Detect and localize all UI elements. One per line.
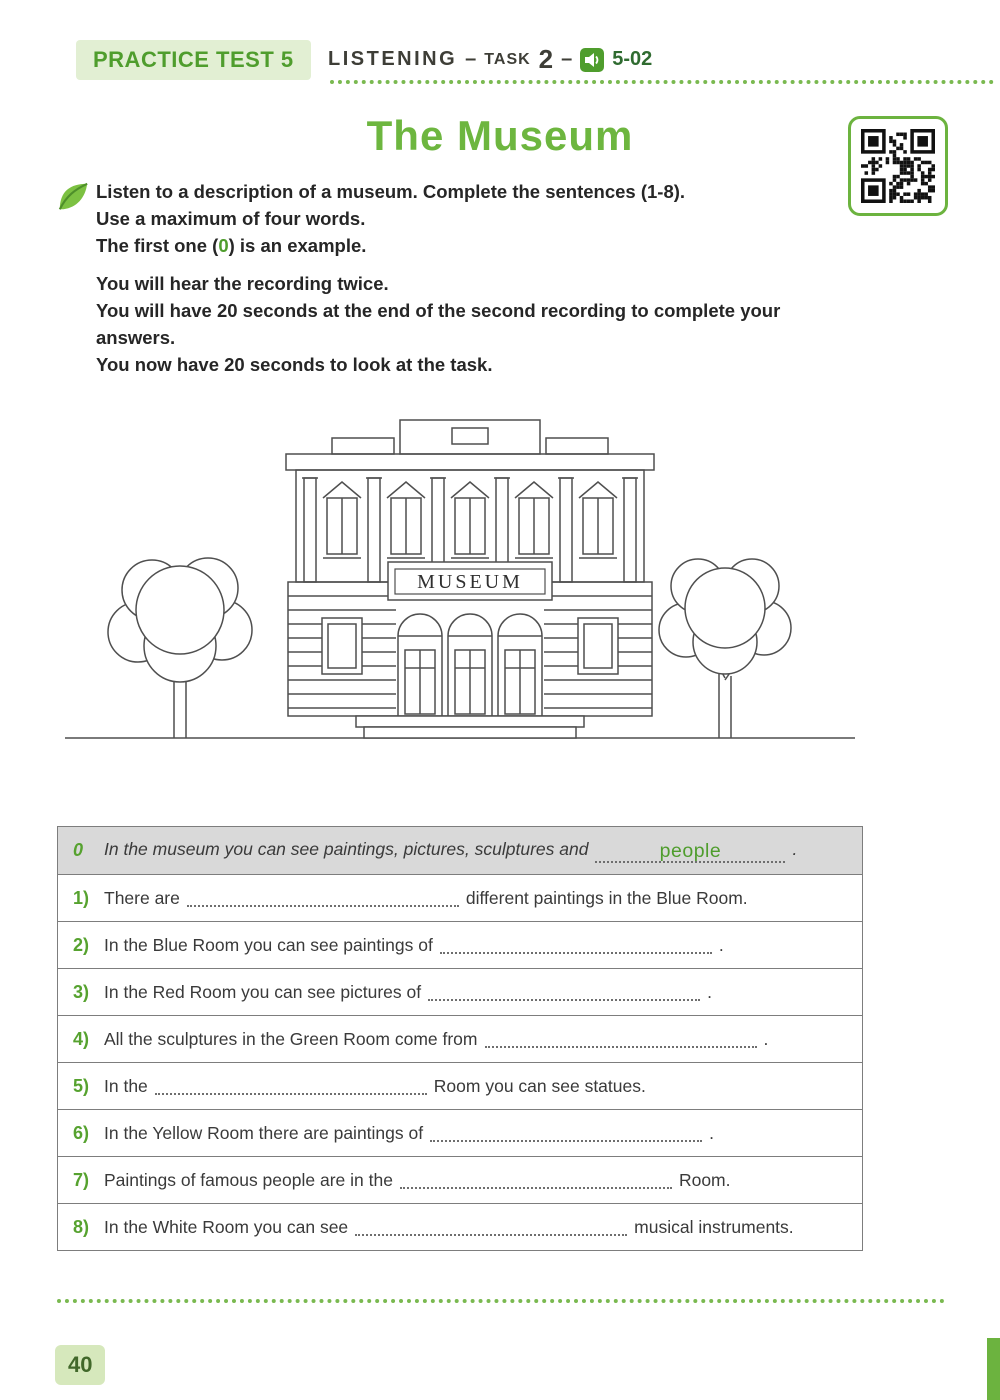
header-dash: – xyxy=(561,48,573,70)
item-number: 3) xyxy=(73,981,90,1002)
item-number: 6) xyxy=(73,1122,90,1143)
example-note-suffix: ) is an example. xyxy=(228,235,367,256)
example-note-prefix: The first one ( xyxy=(96,235,219,256)
item-number: 2) xyxy=(73,934,90,955)
sentence-pre: Paintings of famous people are in the xyxy=(104,1169,393,1190)
item-sentence xyxy=(104,1076,646,1097)
audio-track-code: 5-02 xyxy=(612,48,653,70)
item-number: 0 xyxy=(73,840,84,860)
instruction-line: You now have 20 seconds to look at the task. xyxy=(96,354,493,375)
sentence-pre: In the Red Room you can see pictures of xyxy=(104,981,422,1002)
answer-blank xyxy=(187,890,459,907)
task-row xyxy=(58,874,862,921)
instruction-line: Listen to a description of a museum. Complete the sentences (1-8). xyxy=(96,181,686,202)
sentence-pre: All the sculptures in the Green Room come from xyxy=(104,1028,478,1049)
answer-blank xyxy=(355,1219,627,1236)
left-tree xyxy=(108,558,252,682)
sentence-post: different paintings in the Blue Room. xyxy=(465,887,748,908)
task-number: 2 xyxy=(538,44,554,74)
instructions xyxy=(96,178,844,378)
answer-blank xyxy=(428,984,700,1001)
instruction-line: Use a maximum of four words. xyxy=(96,208,366,229)
section-label: LISTENING xyxy=(328,48,458,70)
instruction-line: You will have 20 seconds at the end of the second recording to complete your answers. xyxy=(96,300,781,348)
unit-edge-tab xyxy=(987,1338,1000,1400)
example-answer: people xyxy=(659,840,722,862)
sentence-post: . xyxy=(707,981,712,1002)
item-number: 7) xyxy=(73,1169,90,1190)
page-title: The Museum xyxy=(366,112,634,159)
item-sentence xyxy=(104,1217,794,1238)
item-number: 8) xyxy=(73,1216,90,1237)
sentence-post: . xyxy=(718,934,724,955)
sentence-pre: In the White Room you can see xyxy=(104,1216,349,1237)
sentence-pre: There are xyxy=(104,887,180,908)
item-sentence xyxy=(104,1170,731,1191)
sentence-post: musical instruments. xyxy=(634,1216,794,1237)
answer-blank xyxy=(595,838,785,863)
item-sentence xyxy=(104,838,797,863)
instruction-line: You will hear the recording twice. xyxy=(96,273,389,294)
answer-blank xyxy=(430,1125,702,1142)
museum-sign xyxy=(388,562,552,600)
example-note-zero: 0 xyxy=(218,235,229,256)
task-row xyxy=(58,921,862,968)
item-number: 1) xyxy=(73,887,90,908)
museum-sign-text: MUSEUM xyxy=(417,571,523,593)
sentence-post: . xyxy=(709,1122,714,1143)
practice-test-badge: PRACTICE TEST 5 xyxy=(76,40,311,80)
task-label: TASK xyxy=(484,50,531,68)
answer-blank xyxy=(400,1172,672,1189)
answer-blank xyxy=(155,1078,427,1095)
task-row xyxy=(58,1203,862,1250)
header-task-line xyxy=(328,44,652,75)
museum-illustration xyxy=(60,406,860,756)
answer-blank xyxy=(485,1031,757,1048)
task-row-example xyxy=(58,827,862,874)
answer-blank xyxy=(440,937,712,954)
qr-code xyxy=(848,116,948,216)
header-dash: – xyxy=(465,48,477,70)
task-row xyxy=(58,1062,862,1109)
item-sentence xyxy=(104,1123,714,1144)
task-row xyxy=(58,968,862,1015)
item-number: 5) xyxy=(73,1075,90,1096)
top-dotted-divider xyxy=(330,80,994,84)
item-sentence xyxy=(104,982,712,1003)
page-number: 40 xyxy=(55,1345,105,1385)
item-sentence xyxy=(104,888,748,909)
sentence-post: Room you can see statues. xyxy=(433,1075,646,1096)
sentence-pre: In the xyxy=(104,1075,148,1096)
sentence-pre: In the museum you can see paintings, pictures, sculptures and xyxy=(104,839,589,859)
item-sentence xyxy=(104,935,724,956)
sentence-post: . xyxy=(763,1028,769,1049)
item-sentence xyxy=(104,1029,768,1050)
sentence-pre: In the Yellow Room there are paintings of xyxy=(104,1122,424,1143)
instruction-line-example xyxy=(96,232,844,259)
speaker-icon xyxy=(580,48,604,72)
sentence-pre: In the Blue Room you can see paintings of xyxy=(104,934,433,955)
sentence-post: . xyxy=(792,839,798,859)
paragraph-gap xyxy=(96,259,844,270)
task-table xyxy=(57,826,863,1251)
right-tree xyxy=(659,559,791,674)
leaf-icon xyxy=(56,180,90,214)
sentence-post: Room. xyxy=(678,1169,731,1190)
task-row xyxy=(58,1015,862,1062)
task-row xyxy=(58,1109,862,1156)
task-row xyxy=(58,1156,862,1203)
bottom-dotted-divider xyxy=(57,1299,945,1303)
item-number: 4) xyxy=(73,1028,90,1049)
